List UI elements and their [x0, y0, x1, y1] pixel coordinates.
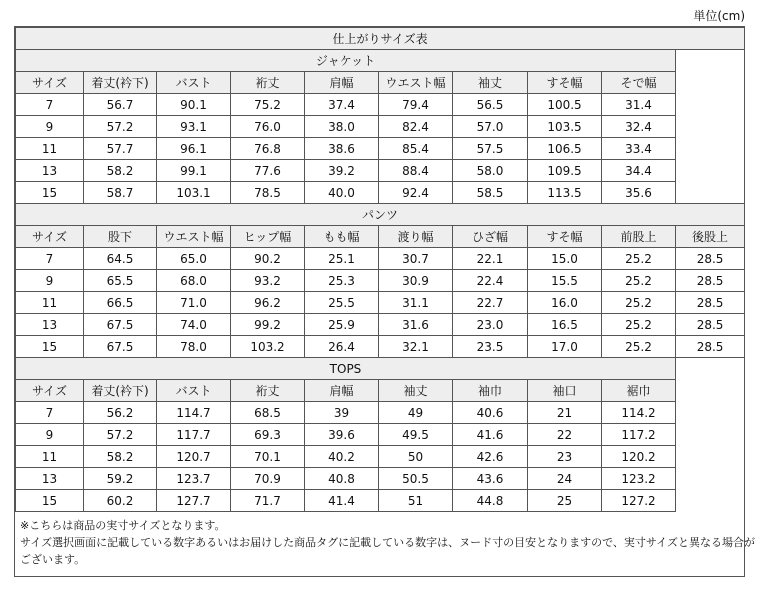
- measurement-cell: 60.2: [84, 490, 157, 512]
- size-cell: 13: [16, 314, 84, 336]
- measurement-cell: 25.1: [305, 248, 379, 270]
- measurement-cell: 25: [528, 490, 602, 512]
- measurement-cell: 43.6: [453, 468, 528, 490]
- measurement-cell: 90.2: [231, 248, 305, 270]
- blank-cell: [676, 380, 745, 402]
- size-chart: [14, 26, 756, 577]
- column-header: 前股上: [602, 226, 676, 248]
- measurement-cell: 114.2: [602, 402, 676, 424]
- measurement-cell: 25.2: [602, 270, 676, 292]
- blank-cell: [676, 446, 745, 468]
- measurement-cell: 103.2: [231, 336, 305, 358]
- table-title: 仕上がりサイズ表: [16, 28, 745, 50]
- measurement-cell: 32.4: [602, 116, 676, 138]
- section-title: ジャケット: [16, 50, 676, 72]
- measurement-cell: 58.0: [453, 160, 528, 182]
- measurement-cell: 35.6: [602, 182, 676, 204]
- column-header: ひざ幅: [453, 226, 528, 248]
- measurement-cell: 65.5: [84, 270, 157, 292]
- unit-label: 単位(cm): [693, 9, 745, 23]
- section-title: パンツ: [16, 204, 745, 226]
- measurement-cell: 40.2: [305, 446, 379, 468]
- measurement-cell: 78.5: [231, 182, 305, 204]
- measurement-cell: 38.0: [305, 116, 379, 138]
- measurement-cell: 25.2: [602, 292, 676, 314]
- measurement-cell: 41.6: [453, 424, 528, 446]
- size-table: [15, 27, 745, 512]
- notes: [20, 517, 755, 568]
- measurement-cell: 56.7: [84, 94, 157, 116]
- measurement-cell: 28.5: [676, 314, 745, 336]
- table-row: [16, 248, 745, 270]
- column-header: サイズ: [16, 72, 84, 94]
- measurement-cell: 82.4: [379, 116, 453, 138]
- measurement-cell: 57.2: [84, 116, 157, 138]
- measurement-cell: 120.2: [602, 446, 676, 468]
- measurement-cell: 127.7: [157, 490, 231, 512]
- measurement-cell: 28.5: [676, 248, 745, 270]
- size-cell: 11: [16, 292, 84, 314]
- measurement-cell: 31.6: [379, 314, 453, 336]
- measurement-cell: 21: [528, 402, 602, 424]
- table-row: [16, 490, 745, 512]
- column-header: 渡り幅: [379, 226, 453, 248]
- measurement-cell: 67.5: [84, 336, 157, 358]
- blank-cell: [676, 358, 745, 380]
- measurement-cell: 75.2: [231, 94, 305, 116]
- table-row: [16, 292, 745, 314]
- measurement-cell: 15.5: [528, 270, 602, 292]
- measurement-cell: 16.5: [528, 314, 602, 336]
- table-row: [16, 468, 745, 490]
- measurement-cell: 56.2: [84, 402, 157, 424]
- section-title: TOPS: [16, 358, 676, 380]
- measurement-cell: 78.0: [157, 336, 231, 358]
- size-cell: 7: [16, 94, 84, 116]
- table-row: [16, 270, 745, 292]
- measurement-cell: 22.4: [453, 270, 528, 292]
- column-header: 裄丈: [231, 380, 305, 402]
- measurement-cell: 77.6: [231, 160, 305, 182]
- measurement-cell: 39.6: [305, 424, 379, 446]
- column-header: 袖巾: [453, 380, 528, 402]
- measurement-cell: 103.5: [528, 116, 602, 138]
- measurement-cell: 68.5: [231, 402, 305, 424]
- table-row: [16, 116, 745, 138]
- measurement-cell: 49.5: [379, 424, 453, 446]
- measurement-cell: 50.5: [379, 468, 453, 490]
- size-cell: 13: [16, 160, 84, 182]
- measurement-cell: 28.5: [676, 336, 745, 358]
- measurement-cell: 57.5: [453, 138, 528, 160]
- measurement-cell: 32.1: [379, 336, 453, 358]
- measurement-cell: 22.1: [453, 248, 528, 270]
- table-row: [16, 402, 745, 424]
- column-header: ヒップ幅: [231, 226, 305, 248]
- measurement-cell: 69.3: [231, 424, 305, 446]
- measurement-cell: 79.4: [379, 94, 453, 116]
- column-header: 裾巾: [602, 380, 676, 402]
- blank-cell: [676, 468, 745, 490]
- measurement-cell: 59.2: [84, 468, 157, 490]
- size-cell: 15: [16, 182, 84, 204]
- measurement-cell: 93.2: [231, 270, 305, 292]
- measurement-cell: 93.1: [157, 116, 231, 138]
- size-cell: 7: [16, 402, 84, 424]
- measurement-cell: 113.5: [528, 182, 602, 204]
- size-cell: 9: [16, 424, 84, 446]
- measurement-cell: 15.0: [528, 248, 602, 270]
- column-header-row: [16, 226, 745, 248]
- measurement-cell: 92.4: [379, 182, 453, 204]
- measurement-cell: 28.5: [676, 292, 745, 314]
- measurement-cell: 51: [379, 490, 453, 512]
- table-row: [16, 424, 745, 446]
- blank-cell: [676, 424, 745, 446]
- measurement-cell: 123.2: [602, 468, 676, 490]
- table-row: [16, 336, 745, 358]
- measurement-cell: 25.2: [602, 314, 676, 336]
- size-cell: 11: [16, 446, 84, 468]
- measurement-cell: 38.6: [305, 138, 379, 160]
- blank-cell: [676, 402, 745, 424]
- measurement-cell: 109.5: [528, 160, 602, 182]
- measurement-cell: 96.1: [157, 138, 231, 160]
- measurement-cell: 74.0: [157, 314, 231, 336]
- column-header: ウエスト幅: [379, 72, 453, 94]
- column-header: 袖丈: [453, 72, 528, 94]
- column-header: ウエスト幅: [157, 226, 231, 248]
- blank-cell: [676, 160, 745, 182]
- column-header: 後股上: [676, 226, 745, 248]
- measurement-cell: 58.5: [453, 182, 528, 204]
- table-row: [16, 314, 745, 336]
- measurement-cell: 99.2: [231, 314, 305, 336]
- measurement-cell: 123.7: [157, 468, 231, 490]
- column-header-row: [16, 380, 745, 402]
- measurement-cell: 23.5: [453, 336, 528, 358]
- table-row: [16, 446, 745, 468]
- measurement-cell: 65.0: [157, 248, 231, 270]
- measurement-cell: 16.0: [528, 292, 602, 314]
- measurement-cell: 68.0: [157, 270, 231, 292]
- measurement-cell: 67.5: [84, 314, 157, 336]
- column-header: 袖口: [528, 380, 602, 402]
- measurement-cell: 25.9: [305, 314, 379, 336]
- measurement-cell: 57.2: [84, 424, 157, 446]
- column-header: バスト: [157, 380, 231, 402]
- measurement-cell: 58.2: [84, 160, 157, 182]
- measurement-cell: 64.5: [84, 248, 157, 270]
- size-cell: 9: [16, 116, 84, 138]
- table-row: [16, 182, 745, 204]
- measurement-cell: 76.8: [231, 138, 305, 160]
- measurement-cell: 49: [379, 402, 453, 424]
- blank-cell: [676, 116, 745, 138]
- measurement-cell: 26.4: [305, 336, 379, 358]
- column-header: 着丈(衿下): [84, 72, 157, 94]
- column-header: サイズ: [16, 226, 84, 248]
- measurement-cell: 23.0: [453, 314, 528, 336]
- measurement-cell: 88.4: [379, 160, 453, 182]
- measurement-cell: 120.7: [157, 446, 231, 468]
- measurement-cell: 58.7: [84, 182, 157, 204]
- blank-cell: [676, 72, 745, 94]
- measurement-cell: 28.5: [676, 270, 745, 292]
- measurement-cell: 34.4: [602, 160, 676, 182]
- measurement-cell: 40.6: [453, 402, 528, 424]
- column-header: 裄丈: [231, 72, 305, 94]
- measurement-cell: 42.6: [453, 446, 528, 468]
- measurement-cell: 99.1: [157, 160, 231, 182]
- measurement-cell: 31.1: [379, 292, 453, 314]
- note-line: ※こちらは商品の実寸サイズとなります。: [20, 519, 226, 532]
- column-header: 着丈(衿下): [84, 380, 157, 402]
- measurement-cell: 22: [528, 424, 602, 446]
- measurement-cell: 41.4: [305, 490, 379, 512]
- measurement-cell: 25.2: [602, 248, 676, 270]
- column-header: バスト: [157, 72, 231, 94]
- measurement-cell: 17.0: [528, 336, 602, 358]
- size-cell: 9: [16, 270, 84, 292]
- measurement-cell: 30.7: [379, 248, 453, 270]
- measurement-cell: 70.9: [231, 468, 305, 490]
- measurement-cell: 114.7: [157, 402, 231, 424]
- blank-cell: [676, 182, 745, 204]
- column-header: 肩幅: [305, 380, 379, 402]
- note-line: サイズ選択画面に記載している数字あるいはお届けした商品タグに記載している数字は、ヌード寸の目安となりますので、実寸サイズと異なる場合が: [20, 536, 756, 549]
- measurement-cell: 106.5: [528, 138, 602, 160]
- measurement-cell: 70.1: [231, 446, 305, 468]
- table-row: [16, 138, 745, 160]
- column-header: すそ幅: [528, 226, 602, 248]
- table-row: [16, 94, 745, 116]
- measurement-cell: 85.4: [379, 138, 453, 160]
- size-cell: 13: [16, 468, 84, 490]
- measurement-cell: 31.4: [602, 94, 676, 116]
- measurement-cell: 71.0: [157, 292, 231, 314]
- measurement-cell: 76.0: [231, 116, 305, 138]
- note-line: ございます。: [20, 553, 86, 566]
- measurement-cell: 100.5: [528, 94, 602, 116]
- column-header: サイズ: [16, 380, 84, 402]
- measurement-cell: 117.2: [602, 424, 676, 446]
- column-header: 肩幅: [305, 72, 379, 94]
- measurement-cell: 30.9: [379, 270, 453, 292]
- blank-cell: [676, 94, 745, 116]
- column-header: 袖丈: [379, 380, 453, 402]
- measurement-cell: 25.3: [305, 270, 379, 292]
- blank-cell: [676, 138, 745, 160]
- size-cell: 7: [16, 248, 84, 270]
- column-header: 股下: [84, 226, 157, 248]
- measurement-cell: 90.1: [157, 94, 231, 116]
- size-cell: 15: [16, 336, 84, 358]
- blank-cell: [676, 50, 745, 72]
- measurement-cell: 58.2: [84, 446, 157, 468]
- column-header: そで幅: [602, 72, 676, 94]
- measurement-cell: 96.2: [231, 292, 305, 314]
- section-title-row: [16, 50, 745, 72]
- measurement-cell: 25.5: [305, 292, 379, 314]
- column-header: すそ幅: [528, 72, 602, 94]
- size-cell: 11: [16, 138, 84, 160]
- measurement-cell: 37.4: [305, 94, 379, 116]
- column-header: もも幅: [305, 226, 379, 248]
- measurement-cell: 71.7: [231, 490, 305, 512]
- section-title-row: [16, 358, 745, 380]
- measurement-cell: 25.2: [602, 336, 676, 358]
- measurement-cell: 39: [305, 402, 379, 424]
- size-cell: 15: [16, 490, 84, 512]
- section-title-row: [16, 204, 745, 226]
- measurement-cell: 44.8: [453, 490, 528, 512]
- measurement-cell: 117.7: [157, 424, 231, 446]
- measurement-cell: 39.2: [305, 160, 379, 182]
- measurement-cell: 56.5: [453, 94, 528, 116]
- measurement-cell: 22.7: [453, 292, 528, 314]
- blank-cell: [676, 490, 745, 512]
- measurement-cell: 24: [528, 468, 602, 490]
- measurement-cell: 40.8: [305, 468, 379, 490]
- measurement-cell: 103.1: [157, 182, 231, 204]
- measurement-cell: 33.4: [602, 138, 676, 160]
- measurement-cell: 57.0: [453, 116, 528, 138]
- table-row: [16, 160, 745, 182]
- measurement-cell: 23: [528, 446, 602, 468]
- measurement-cell: 40.0: [305, 182, 379, 204]
- column-header-row: [16, 72, 745, 94]
- measurement-cell: 66.5: [84, 292, 157, 314]
- measurement-cell: 127.2: [602, 490, 676, 512]
- measurement-cell: 57.7: [84, 138, 157, 160]
- measurement-cell: 50: [379, 446, 453, 468]
